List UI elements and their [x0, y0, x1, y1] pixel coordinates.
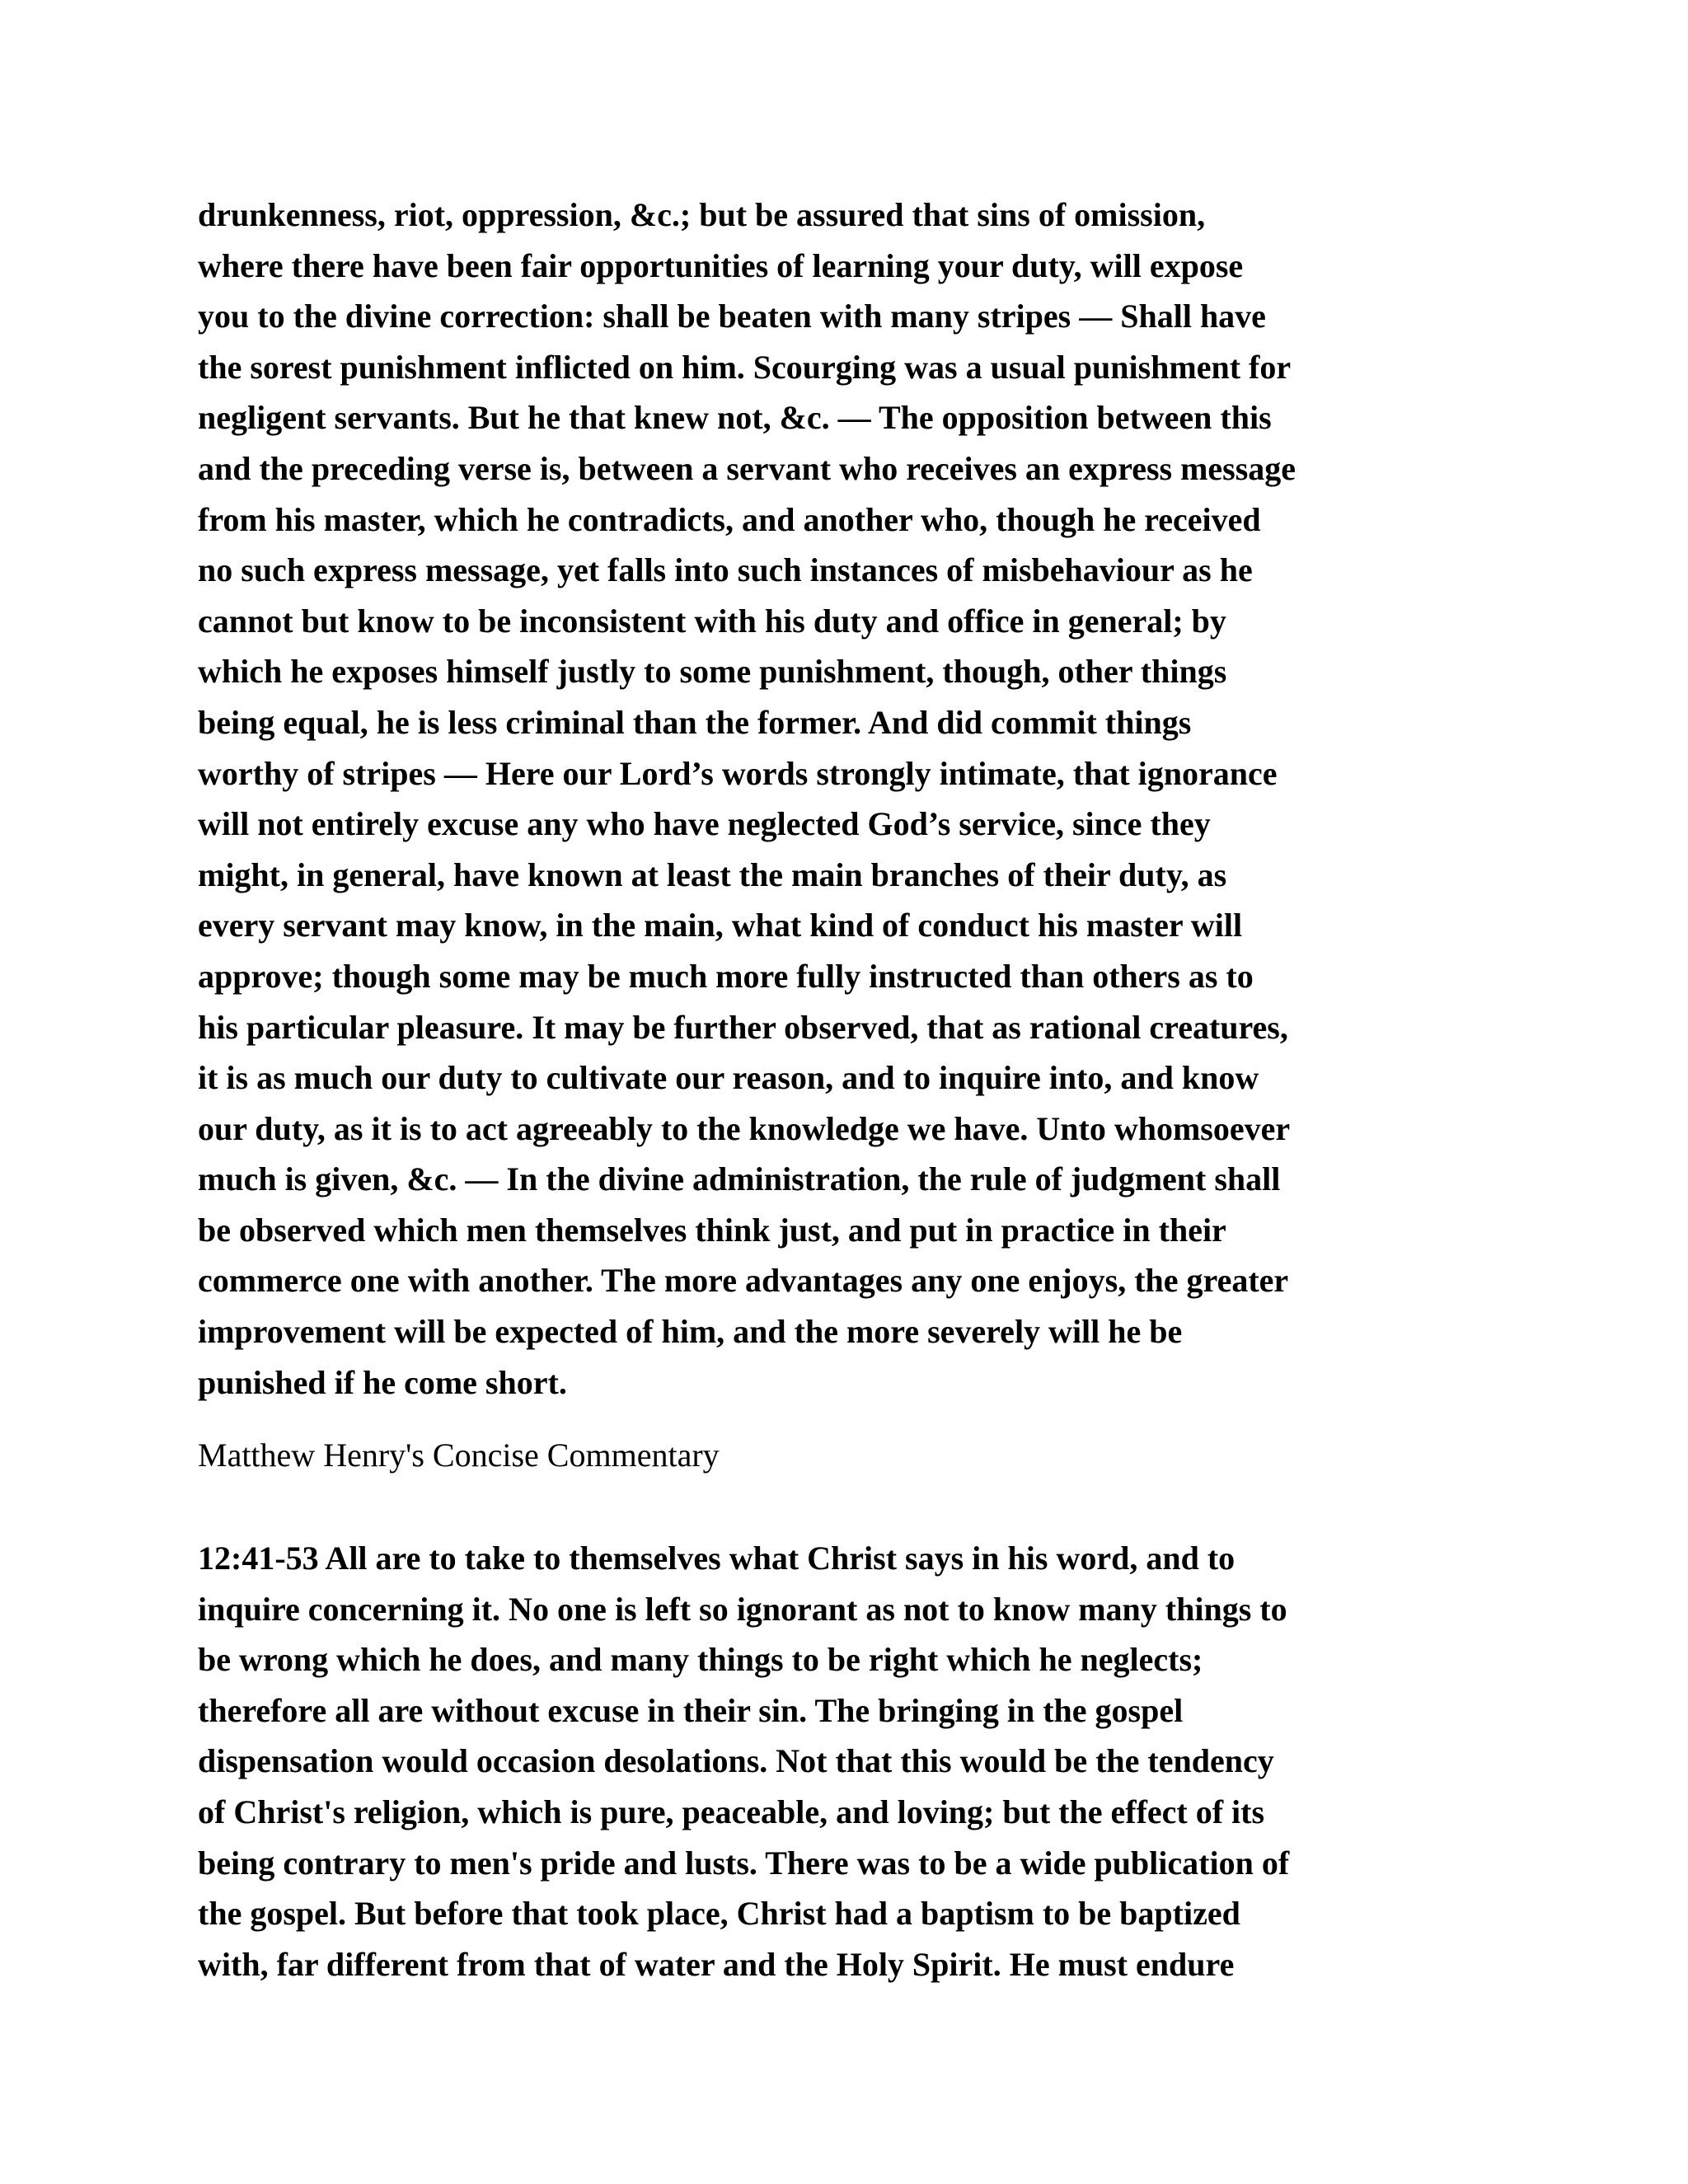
text-line: being contrary to men's pride and lusts. There was to be a wide publication of	[198, 1844, 1290, 1882]
commentary-paragraph-1	[198, 190, 1296, 1408]
text-line: every servant may know, in the main, what kind of conduct his master will	[198, 907, 1243, 944]
heading-text: Matthew Henry's Concise Commentary	[198, 1436, 720, 1474]
text-line: with, far different from that of water and the Holy Spirit. He must endure	[198, 1945, 1235, 1983]
text-line: will not entirely excuse any who have neglected God’s service, since they	[198, 805, 1211, 843]
text-line: be observed which men themselves think just, and put in practice in their	[198, 1211, 1226, 1249]
text-line: from his master, which he contradicts, and another who, though he received	[198, 500, 1261, 538]
text-line: might, in general, have known at least the main branches of their duty, as	[198, 855, 1227, 893]
text-line: the sorest punishment inflicted on him. Scourging was a usual punishment for	[198, 348, 1292, 386]
text-line: the gospel. But before that took place, Christ had a baptism to be baptized	[198, 1895, 1240, 1933]
text-line: approve; though some may be much more fully instructed than others as to	[198, 957, 1254, 995]
text-line: therefore all are without excuse in their sin. The bringing in the gospel	[198, 1691, 1184, 1729]
text-line: dispensation would occasion desolations. Not that this would be the tendency	[198, 1742, 1274, 1780]
text-line: where there have been fair opportunities of learning your duty, will expose	[198, 246, 1244, 284]
text-line: punished if he come short.	[198, 1363, 567, 1401]
text-line: which he exposes himself justly to some punishment, though, other things	[198, 653, 1227, 691]
section-heading	[198, 1430, 720, 1481]
text-line: improvement will be expected of him, and the more severely will he be	[198, 1313, 1183, 1351]
text-line: 12:41-53 All are to take to themselves what Christ says in his word, and to	[198, 1540, 1236, 1577]
text-line: negligent servants. But he that knew not, &c. — The opposition between this	[198, 399, 1272, 437]
text-line: commerce one with another. The more advantages any one enjoys, the greater	[198, 1262, 1289, 1300]
commentary-paragraph-2	[198, 1533, 1289, 1990]
text-line: being equal, he is less criminal than the former. And did commit things	[198, 703, 1192, 741]
text-line: worthy of stripes — Here our Lord’s words strongly intimate, that ignorance	[198, 754, 1278, 792]
text-line: much is given, &c. — In the divine administration, the rule of judgment shall	[198, 1160, 1281, 1198]
text-line: cannot but know to be inconsistent with his duty and office in general; by	[198, 602, 1226, 640]
text-line: drunkenness, riot, oppression, &c.; but be assured that sins of omission,	[198, 196, 1206, 233]
text-line: his particular pleasure. It may be further observed, that as rational creatures,	[198, 1008, 1288, 1046]
text-line: you to the divine correction: shall be beaten with many stripes — Shall have	[198, 298, 1266, 335]
text-line: no such express message, yet falls into such instances of misbehaviour as he	[198, 551, 1253, 589]
text-line: inquire concerning it. No one is left so ignorant as not to know many things to	[198, 1590, 1287, 1628]
text-line: of Christ's religion, which is pure, peaceable, and loving; but the effect of its	[198, 1793, 1265, 1830]
text-line: and the preceding verse is, between a servant who receives an express message	[198, 449, 1296, 487]
text-line: our duty, as it is to act agreeably to the knowledge we have. Unto whomsoever	[198, 1109, 1291, 1147]
text-line: it is as much our duty to cultivate our reason, and to inquire into, and know	[198, 1059, 1259, 1097]
text-line: be wrong which he does, and many things to be right which he neglects;	[198, 1641, 1203, 1679]
